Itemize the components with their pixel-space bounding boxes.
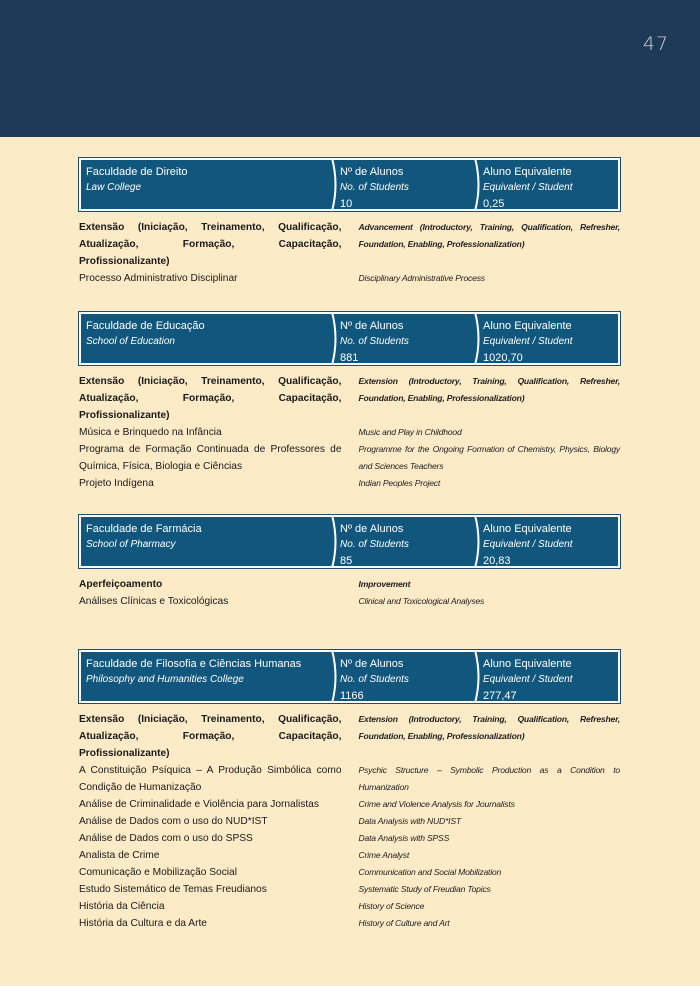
course-row xyxy=(79,762,620,796)
course-title-pt: Analista de Crime xyxy=(79,850,160,861)
faculty-name-pt: Faculdade de Farmácia xyxy=(86,523,202,535)
course-title-pt: Análises Clínicas e Toxicológicas xyxy=(79,596,229,607)
equivalent-label-pt: Aluno Equivalente xyxy=(483,320,572,332)
course-title-en: Data Analysis with SPSS xyxy=(358,833,450,843)
equivalent-cell xyxy=(483,164,573,212)
course-title-en: Communication and Social Mobilization xyxy=(358,867,502,877)
course-title-pt: Aperfeiçoamento xyxy=(79,579,163,590)
faculty-name-cell xyxy=(86,521,202,553)
course-title-en: Data Analysis with NUD*IST xyxy=(358,816,461,826)
students-cell xyxy=(340,164,409,212)
faculty-name-cell xyxy=(86,164,188,196)
course-title-pt: Análise de Criminalidade e Violência para Jornalistas xyxy=(79,799,319,810)
students-value: 881 xyxy=(340,352,359,364)
equivalent-label-pt: Aluno Equivalente xyxy=(483,658,572,670)
course-title-en: History of Science xyxy=(358,901,425,911)
faculty-section xyxy=(79,158,620,287)
faculty-name-pt: Faculdade de Direito xyxy=(86,166,188,178)
course-title-pt: Comunicação e Mobilização Social xyxy=(79,867,237,878)
course-row xyxy=(79,796,620,813)
equivalent-cell xyxy=(483,521,573,569)
course-title-pt: A Constituição Psíquica – A Produção Simbólica como Condição de Humanização xyxy=(79,765,342,793)
course-row xyxy=(79,881,620,898)
faculty-section xyxy=(79,650,620,932)
students-cell xyxy=(340,656,409,704)
course-title-en: Extension (Introductory, Training, Qualification, Refresher, Foundation, Enabling, Professionalization) xyxy=(358,376,620,403)
equivalent-value: 20,83 xyxy=(483,555,511,567)
equivalent-value: 277,47 xyxy=(483,690,517,702)
equivalent-label-en: Equivalent / Student xyxy=(483,539,573,550)
faculty-name-en: School of Education xyxy=(86,336,175,347)
faculty-header-bar xyxy=(79,650,620,703)
students-label-en: No. of Students xyxy=(340,182,409,193)
course-row xyxy=(79,898,620,915)
students-label-pt: Nº de Alunos xyxy=(340,320,404,332)
equivalent-label-pt: Aluno Equivalente xyxy=(483,166,572,178)
course-title-pt: Programa de Formação Continuada de Professores de Química, Física, Biologia e Ciências xyxy=(79,444,342,472)
equivalent-label-en: Equivalent / Student xyxy=(483,182,573,193)
students-label-en: No. of Students xyxy=(340,674,409,685)
faculty-name-en: Philosophy and Humanities College xyxy=(86,674,244,685)
faculty-name-cell xyxy=(86,656,301,688)
faculty-name-en: School of Pharmacy xyxy=(86,539,176,550)
equivalent-label-en: Equivalent / Student xyxy=(483,336,573,347)
course-title-pt: Projeto Indígena xyxy=(79,478,154,489)
faculty-name-pt: Faculdade de Filosofia e Ciências Humanas xyxy=(86,658,302,670)
course-list xyxy=(79,219,620,287)
students-value: 1166 xyxy=(340,690,364,702)
equivalent-cell xyxy=(483,656,573,704)
course-title-pt: Processo Administrativo Disciplinar xyxy=(79,273,238,284)
course-title-en: Extension (Introductory, Training, Qualification, Refresher, Foundation, Enabling, Professionalization) xyxy=(358,714,620,741)
course-title-pt: História da Cultura e da Arte xyxy=(79,918,207,929)
course-title-pt: Extensão (Iniciação, Treinamento, Qualificação, Atualização, Formação, Capacitação, Profissionalizante) xyxy=(79,714,342,759)
course-row xyxy=(79,270,620,287)
course-row xyxy=(79,373,620,424)
faculty-name-pt: Faculdade de Educação xyxy=(86,320,205,332)
equivalent-label-pt: Aluno Equivalente xyxy=(483,523,572,535)
students-cell xyxy=(340,521,409,569)
students-value: 85 xyxy=(340,555,353,567)
course-title-pt: Análise de Dados com o uso do SPSS xyxy=(79,833,253,844)
course-title-en: Disciplinary Administrative Process xyxy=(358,273,485,283)
faculty-header-bar xyxy=(79,158,620,211)
course-title-en: Advancement (Introductory, Training, Qualification, Refresher, Foundation, Enabling, Professionalization) xyxy=(358,222,620,249)
course-row xyxy=(79,711,620,762)
course-title-pt: Análise de Dados com o uso do NUD*IST xyxy=(79,816,268,827)
course-title-en: Psychic Structure – Symbolic Production as a Condition to Humanization xyxy=(358,765,620,792)
faculty-header-bar xyxy=(79,515,620,568)
course-row xyxy=(79,441,620,475)
course-list xyxy=(79,711,620,932)
course-row xyxy=(79,424,620,441)
faculty-name-cell xyxy=(86,318,205,350)
course-title-en: Programme for the Ongoing Formation of Chemistry, Physics, Biology and Sciences Teachers xyxy=(358,444,620,471)
equivalent-value: 0,25 xyxy=(483,198,505,210)
equivalent-value: 1020,70 xyxy=(483,352,523,364)
equivalent-label-en: Equivalent / Student xyxy=(483,674,573,685)
course-row xyxy=(79,830,620,847)
course-row xyxy=(79,219,620,270)
course-row xyxy=(79,915,620,932)
course-title-en: Improvement xyxy=(358,579,411,589)
course-title-pt: Extensão (Iniciação, Treinamento, Qualificação, Atualização, Formação, Capacitação, Profissionalizante) xyxy=(79,376,342,421)
course-title-en: Systematic Study of Freudian Topics xyxy=(358,884,491,894)
course-title-en: Crime Analyst xyxy=(358,850,410,860)
course-title-en: Crime and Violence Analysis for Journalists xyxy=(358,799,515,809)
students-cell xyxy=(340,318,409,366)
course-row xyxy=(79,864,620,881)
course-title-pt: Música e Brinquedo na Infância xyxy=(79,427,222,438)
students-label-pt: Nº de Alunos xyxy=(340,523,404,535)
course-title-pt: Estudo Sistemático de Temas Freudianos xyxy=(79,884,267,895)
course-row xyxy=(79,847,620,864)
course-row xyxy=(79,576,620,593)
page-number: 47 xyxy=(642,33,669,55)
course-title-en: History of Culture and Art xyxy=(358,918,450,928)
faculty-section xyxy=(79,312,620,492)
students-label-en: No. of Students xyxy=(340,539,409,550)
students-value: 10 xyxy=(340,198,353,210)
top-header-band xyxy=(0,0,700,137)
course-list xyxy=(79,576,620,610)
course-title-en: Music and Play in Childhood xyxy=(358,427,462,437)
course-row xyxy=(79,475,620,492)
faculty-section xyxy=(79,515,620,610)
students-label-pt: Nº de Alunos xyxy=(340,658,404,670)
course-list xyxy=(79,373,620,492)
faculty-name-en: Law College xyxy=(86,182,142,193)
students-label-en: No. of Students xyxy=(340,336,409,347)
faculty-header-bar xyxy=(79,312,620,365)
students-label-pt: Nº de Alunos xyxy=(340,166,404,178)
course-title-en: Clinical and Toxicological Analyses xyxy=(358,596,485,606)
equivalent-cell xyxy=(483,318,573,366)
course-title-en: Indian Peoples Project xyxy=(358,478,441,488)
course-row xyxy=(79,593,620,610)
course-title-pt: Extensão (Iniciação, Treinamento, Qualificação, Atualização, Formação, Capacitação, Profissionalizante) xyxy=(79,222,342,267)
course-title-pt: História da Ciência xyxy=(79,901,165,912)
course-row xyxy=(79,813,620,830)
